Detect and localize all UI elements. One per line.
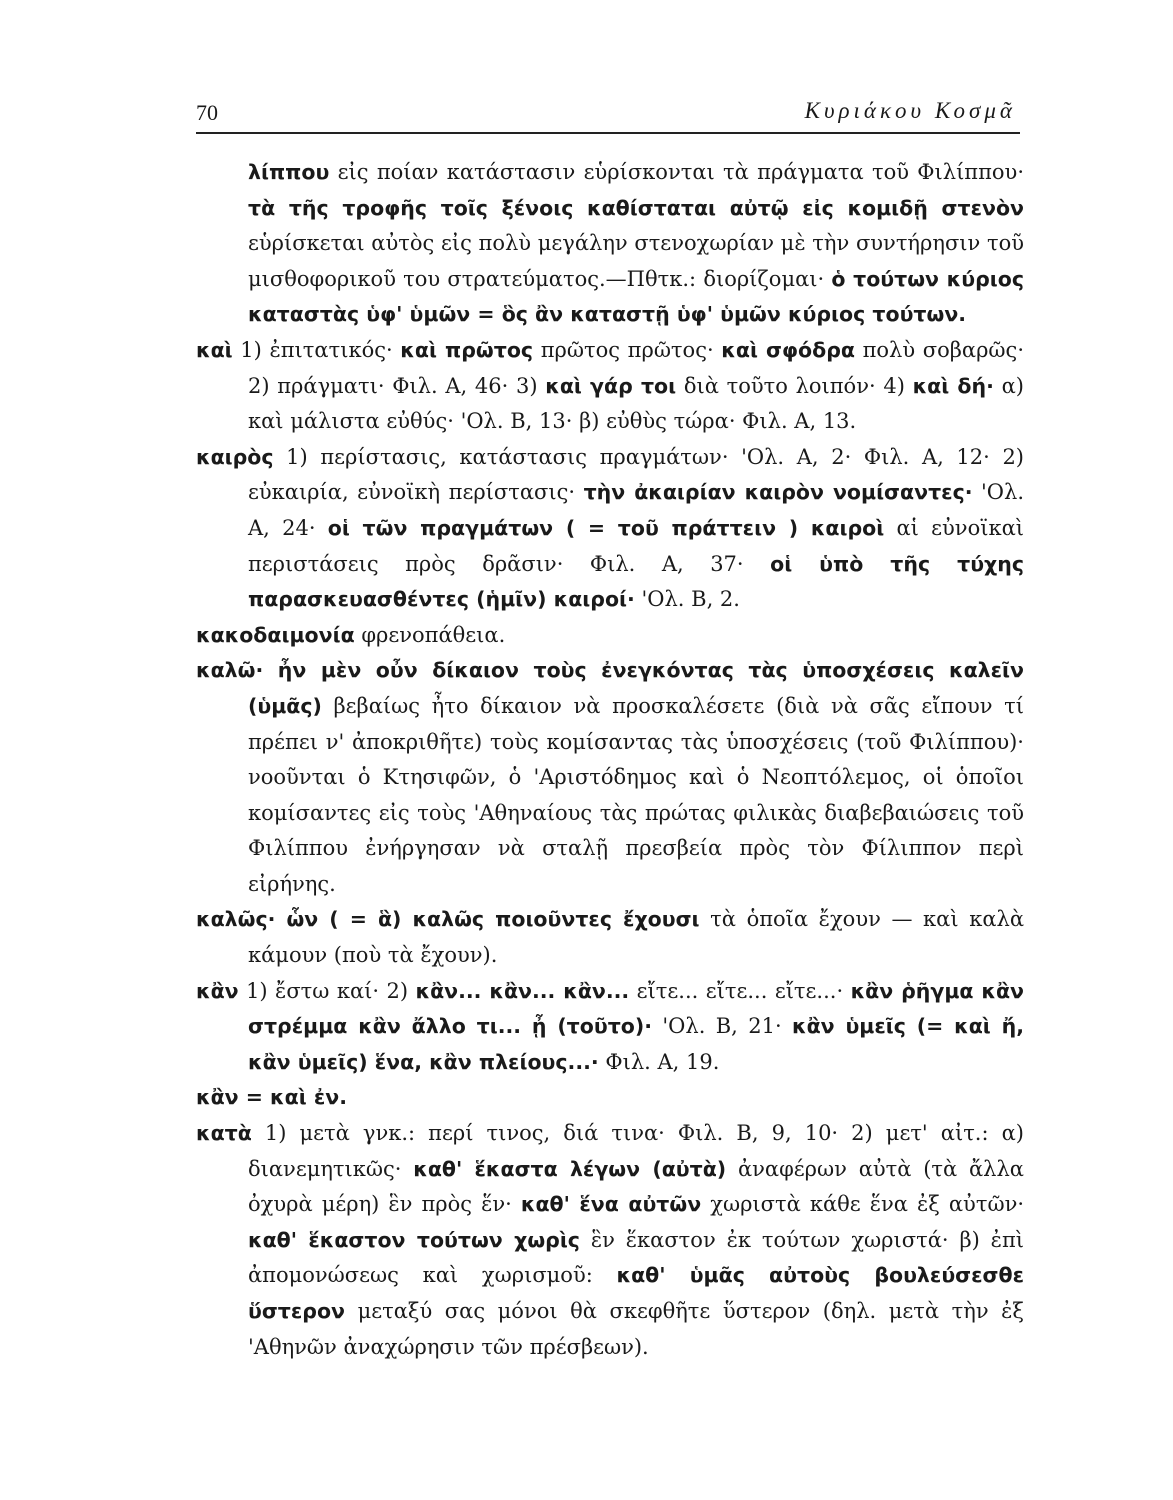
bold-greek-phrase: καιρὸς (196, 444, 274, 469)
bold-greek-phrase: ὁ τούτων κύριος καταστὰς ὑφ' ὑμῶν = ὃς ἂν καταστῇ ὑφ' ὑμῶν κύριος τούτων. (248, 266, 1024, 327)
entry-lippou (196, 155, 1024, 333)
page-number: 70 (196, 100, 218, 125)
bold-greek-phrase: καθ' ὑμᾶς αὐτοὺς βουλεύσεσθε ὕστερον (248, 1263, 1024, 1323)
bold-greek-phrase: καὶ πρῶτος (400, 337, 534, 362)
gloss-text: 'Ολ. Β, 2. (634, 587, 740, 612)
gloss-text: εὑρίσκεται αὐτὸς εἰς πολὺ μεγάλην στενοχωρίαν μὲ τὴν συντήρησιν τοῦ μισθοφορικοῦ του στρατεύματος.—Πθτκ.: διορίζομαι· (248, 231, 1024, 291)
bold-greek-phrase: καὶ (196, 337, 233, 362)
bold-greek-phrase: τὰ τῆς τροφῆς τοῖς ξένοις καθίσταται αὐτῷ εἰς κομιδῇ στενὸν (248, 195, 1024, 220)
bold-greek-phrase: καθ' ἕνα αὐτῶν (520, 1192, 702, 1217)
gloss-text: τὰ ὁποῖα ἔχουν — καὶ καλὰ κάμουν (ποὺ τὰ ἔχουν). (248, 907, 1024, 968)
gloss-text: 1) περίστασις, κατάστασις πραγμάτων· 'Ολ. Α, 2· Φιλ. Α, 12· 2) εὐκαιρία, εὐνοϊκὴ περίστασις· (248, 444, 1024, 505)
gloss-text: αἱ εὐνοϊκαὶ περιστάσεις πρὸς δρᾶσιν· Φιλ. Α, 37· (248, 515, 1024, 576)
bold-greek-phrase: καὶ γάρ τοι (545, 373, 677, 398)
gloss-text: πρῶτος πρῶτος· (533, 337, 722, 362)
gloss-text: μεταξύ σας μόνοι θὰ σκεφθῆτε ὕστερον (δηλ. μετὰ τὴν ἐξ 'Αθηνῶν ἀναχώρησιν τῶν πρέσβεων). (248, 1299, 1024, 1359)
bold-greek-phrase: κἂν ὑμεῖς (= καὶ ἤ, κἂν ὑμεῖς) ἕνα, κἂν πλείους...· (248, 1014, 1025, 1074)
bold-greek-phrase: κατὰ (196, 1121, 252, 1146)
bold-greek-phrase: καὶ σφόδρα (721, 337, 855, 362)
bold-greek-phrase: οἱ τῶν πραγμάτων ( = τοῦ πράττειν ) καιροὶ (327, 515, 885, 540)
bold-greek-phrase: καθ' ἕκαστον τούτων χωρὶς (248, 1227, 580, 1252)
bold-greek-phrase: τὴν ἀκαιρίαν καιρὸν νομίσαντες· (583, 480, 973, 505)
gloss-text: 1) μετὰ γνκ.: περί τινος, διά τινα· Φιλ. Β, 9, 10· 2) μετ' αἰτ.: α) διανεμητικῶς· (248, 1121, 1024, 1181)
entry-kalo (196, 653, 1024, 902)
gloss-text: 1) ἔστω καί· 2) (238, 978, 416, 1003)
entry-kakodaimonia (196, 618, 1024, 654)
glossary-body (196, 155, 1024, 1365)
bold-greek-phrase: κακοδαιμονία (196, 622, 355, 647)
entry-kalos (196, 902, 1024, 973)
bold-greek-phrase: καὶ δή· (912, 373, 994, 398)
entry-kan (196, 974, 1024, 1081)
bold-greek-phrase: λίππου (248, 160, 330, 184)
entry-kan-en (196, 1080, 1024, 1116)
entry-kai (196, 333, 1024, 440)
gloss-text: πολὺ σοβαρῶς· 2) πράγματι· Φιλ. Α, 46· 3) (248, 337, 1024, 398)
gloss-text: ἓν ἕκαστον ἐκ τούτων χωριστά· β) ἐπὶ ἀπομονώσεως καὶ χωρισμοῦ: (248, 1227, 1024, 1288)
entry-kairos (196, 440, 1024, 618)
bold-greek-phrase: κἂν ῥῆγμα κἂν στρέμμα κἂν ἄλλο τι... ᾖ (τοῦτο)· (248, 978, 1025, 1039)
gloss-text: ἀναφέρων αὐτὰ (τὰ ἄλλα ὀχυρὰ μέρη) ἓν πρὸς ἕν· (248, 1156, 1024, 1217)
bold-greek-phrase: καθ' ἕκαστα λέγων (αὐτὰ) (413, 1156, 727, 1181)
bold-greek-phrase: κἂν (196, 978, 239, 1003)
gloss-text: εἴτε... εἴτε... εἴτε...· (629, 978, 851, 1003)
page-header (196, 96, 1020, 134)
entry-kata (196, 1116, 1024, 1365)
gloss-text: 'Ολ. Α, 24· (248, 480, 1025, 540)
gloss-text: 1) ἐπιτατικός· (232, 337, 401, 362)
bold-greek-phrase: κἂν... κἂν... κἂν... (415, 978, 630, 1003)
bold-greek-phrase: καλῶς· ὧν ( = ἃ) καλῶς ποιοῦντες ἔχουσι (196, 907, 700, 932)
bold-greek-phrase: κἂν = καὶ ἐν. (196, 1085, 347, 1110)
bold-greek-phrase: οἱ ὑπὸ τῆς τύχης παρασκευασθέντες (ἡμῖν) καιροί· (248, 551, 1025, 612)
gloss-text: διὰ τοῦτο λοιπόν· 4) (676, 373, 913, 398)
gloss-text: χωριστὰ κάθε ἕνα ἐξ αὐτῶν· (701, 1192, 1025, 1217)
gloss-text: 'Ολ. Β, 21· (652, 1014, 793, 1039)
gloss-text: φρενοπάθεια. (354, 622, 506, 647)
gloss-text: Φιλ. Α, 19. (598, 1049, 720, 1074)
gloss-text: εἰς ποίαν κατάστασιν εὑρίσκονται τὰ πράγματα τοῦ Φιλίππου· (329, 160, 1024, 184)
gloss-text: α) καὶ μάλιστα εὐθύς· 'Ολ. Β, 13· β) εὐθὺς τώρα· Φιλ. Α, 13. (248, 373, 1024, 434)
running-head: Κυριάκου Κοσμᾶ (804, 98, 1016, 123)
bold-greek-phrase: καλῶ· ἦν μὲν οὖν δίκαιον τοὺς ἐνεγκόντας τὰς ὑποσχέσεις καλεῖν (ὑμᾶς) (196, 658, 1024, 718)
gloss-text: βεβαίως ἦτο δίκαιον νὰ προσκαλέσετε (διὰ νὰ σᾶς εἴπουν τί πρέπει ν' ἀποκριθῆτε) τοὺς κομίσαντας τὰς ὑποσχέσεις (τοῦ Φιλίππου)· νοοῦνται ὁ Κτησιφῶν, ὁ 'Αριστόδημος καὶ ὁ Νεοπτόλεμος, οἱ ὁποῖοι κομίσαντες εἰς τοὺς 'Αθηναίους τὰς πρώτας φιλικὰς διαβεβαιώσεις τοῦ Φιλίππου ἐνήργησαν νὰ σταλῇ πρεσβεία πρὸς τὸν Φίλιππον περὶ εἰρήνης. (248, 693, 1024, 896)
